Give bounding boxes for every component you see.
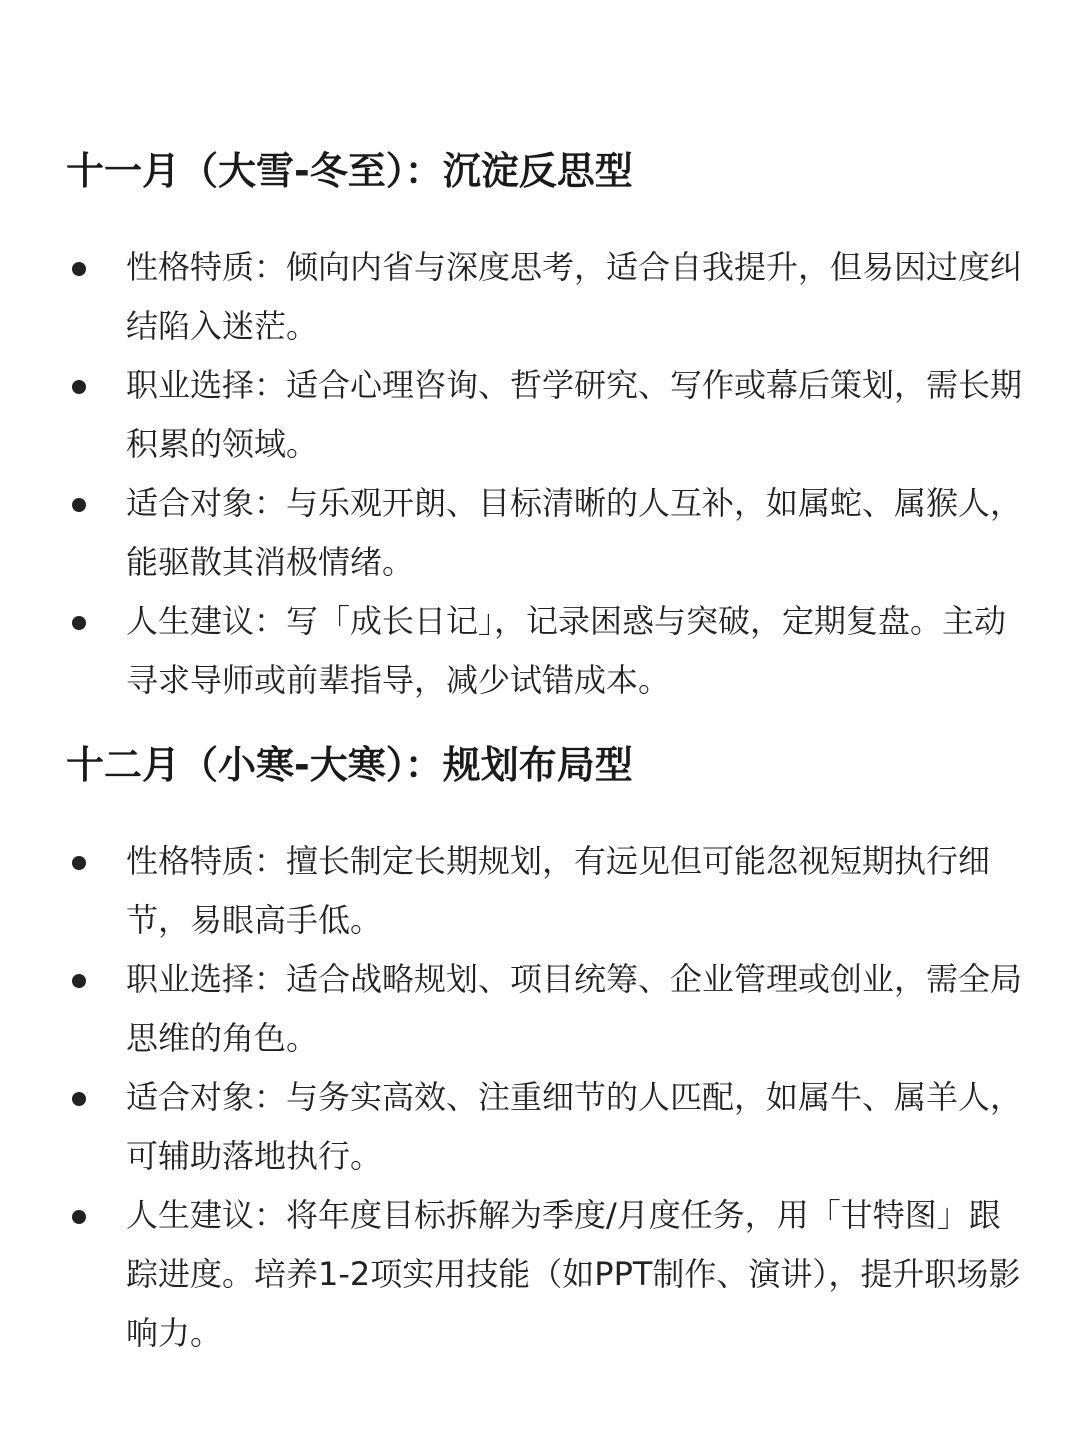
list-item-text: 人生建议：将年度目标拆解为季度/月度任务，用「甘特图」跟踪进度。培养1-2项实用技能（如PPT制作、演讲），提升职场影响力。: [126, 1196, 1021, 1352]
list-item-text: 人生建议：写「成长日记」，记录困惑与突破，定期复盘。主动寻求导师或前辈指导，减少试错成本。: [126, 602, 1007, 699]
list-item-text: 适合对象：与乐观开朗、目标清晰的人互补，如属蛇、属猴人，能驱散其消极情绪。: [126, 484, 1023, 581]
list-item: [0, 950, 1080, 1068]
list-item-text: 职业选择：适合战略规划、项目统筹、企业管理或创业，需全局思维的角色。: [126, 960, 1023, 1057]
list-item-text: 性格特质：擅长制定长期规划，有远见但可能忽视短期执行细节，易眼高手低。: [126, 842, 991, 939]
section-heading: 十二月（小寒-大寒）：规划布局型: [66, 743, 633, 787]
section-december: [0, 740, 1080, 1363]
bullet-dot-icon: [72, 616, 86, 630]
section-heading: 十一月（大雪-冬至）：沉淀反思型: [66, 149, 633, 193]
bullet-dot-icon: [72, 498, 86, 512]
bullet-dot-icon: [72, 974, 86, 988]
bullet-dot-icon: [72, 380, 86, 394]
list-item: [0, 356, 1080, 474]
list-item: [0, 592, 1080, 710]
list-item: [0, 474, 1080, 592]
bullet-dot-icon: [72, 856, 86, 870]
list-item-text: 性格特质：倾向内省与深度思考，适合自我提升，但易因过度纠结陷入迷茫。: [126, 248, 1023, 345]
list-item: [0, 832, 1080, 950]
trait-list: [0, 832, 1080, 1363]
list-item: [0, 1186, 1080, 1363]
list-item: [0, 238, 1080, 356]
list-item-text: 适合对象：与务实高效、注重细节的人匹配，如属牛、属羊人，可辅助落地执行。: [126, 1078, 1023, 1175]
bullet-dot-icon: [72, 1210, 86, 1224]
list-item: [0, 1068, 1080, 1186]
trait-list: [0, 238, 1080, 710]
list-item-text: 职业选择：适合心理咨询、哲学研究、写作或幕后策划，需长期积累的领域。: [126, 366, 1023, 463]
section-november: [0, 146, 1080, 710]
bullet-dot-icon: [72, 1092, 86, 1106]
bullet-dot-icon: [72, 262, 86, 276]
